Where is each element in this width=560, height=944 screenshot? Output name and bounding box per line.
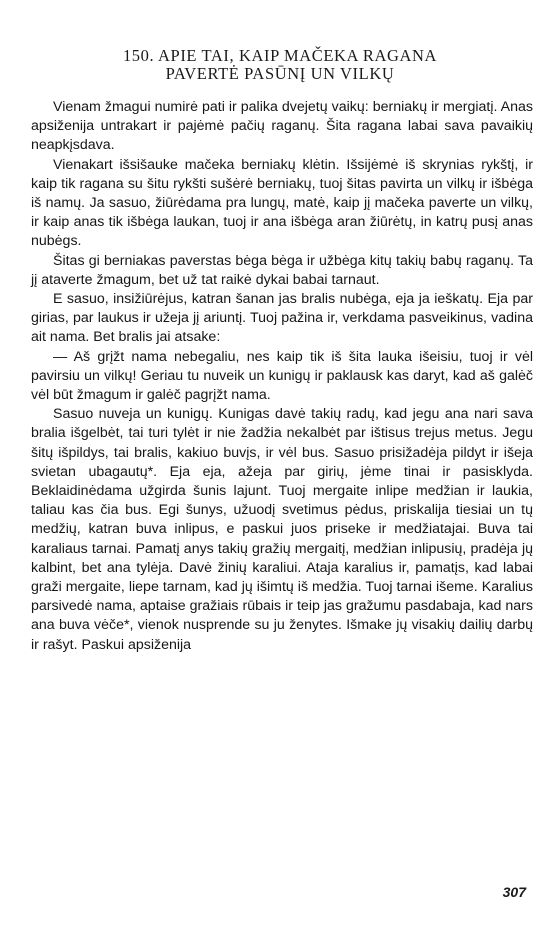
paragraph-4: E sasuo, insižiūrėjus, katran šanan jas bralis nubėga, eja ja ieškatų. Eja par girias, par laukus ir užeja jį ariuntį. Tuoj pažina ir, verkdama pasveikinus, vadina ait nama. Bet bralis jai atsake: [31, 291, 533, 346]
paragraph-5-dialogue: — Aš grįžt nama nebegaliu, nes kaip tik iš šita lauka išeisiu, tuoj ir vėl pavirsiu un vilkų! Geriau tu nuveik un kunigų ir paklausk kas daryt, kad aš galėč vėl būt žmagum ir galėč pagrįžt nama. [31, 348, 533, 404]
paragraph-3: Šitas gi berniakas paverstas bėga bėga ir užbėga kitų takių babų raganų. Ta jį ataverte žmagum, bet už tat raikė dykai babai tarnaut. [31, 252, 533, 288]
paragraph-1: Vienam žmagui numirė pati ir palika dvejetų vaikų: berniakų ir mergiatį. Anas apsiženija untrakart ir pajėmė pačių raganų. Šita ragana labai sava pavaikių neapkįsdava. [31, 99, 533, 154]
page-number: 307 [502, 884, 526, 900]
paragraph-6: Sasuo nuveja un kunigų. Kunigas davė takių radų, kad jegu ana nari sava bralia išgelbėt, tai turi tylėt ir nie žadžia nekalbėt par ištisus trejus metus. Jegu šitų išpildys, tai bralis, kakiuo buvįs, ir vėl bus. Sasuo prisižadėja pildyt ir išeja svietan ubagautų*. Eja eja, ažeja par girių, jėme tinai ir pasisklyda. Beklaidinėdama užgirda šunis lajunt. Tuoj mergaite inlipe medžian ir laukia, taliau kas čia bus. Egi šunys, užuodį svetimus pėdus, priskalija tiesiai un tų medžių, katran buva inlipus, e paskui juos priseke ir medžiatajai. Buva tai karaliaus tarnai. Pamatį anys takių gražių mergaitį, medžian inlipusių, pradėja jų kalbint, bet ana tylėja. Davė žinių karaliui. Ataja karalius ir, pamatįs, kad labai graži mergaite, liepe tarnam, kad jų išimtų iš medžia. Tuoj tarnai išeme. Karalius parsivedė nama, aptaise gražiais rūbais ir teip jas gražumu pasdabaja, kad nars ana buva vėče*, vienok nusprende su ju ženytes. Išmake jų visakių dailių darbų ir rašyt. Paskui apsiženija [31, 406, 533, 653]
story-title-line-1: 150. APIE TAI, KAIP MAČEKA RAGANA [122, 46, 438, 65]
story-body [31, 98, 533, 655]
story-title-line-2: PAVERTĖ PASŪNĮ UN VILKŲ [165, 64, 395, 83]
paragraph-2: Vienakart išsišauke mačeka berniakų klėtin. Išsijėmė iš skrynias rykštį, ir kaip tik ragana su šitu rykšti sušėrė berniakų, tuoj šitas pavirta un vilkų ir išbėga iš namų. Ja sasuo, žiūrėdama pra lungų, matė, kaip jį mačeka paverte un vilkų, ir kaip anas tik išbėga laukan, tuoj ir ana išbėga aran žiūrėtų, in katrų pusį anas nubėgs. [31, 156, 533, 250]
